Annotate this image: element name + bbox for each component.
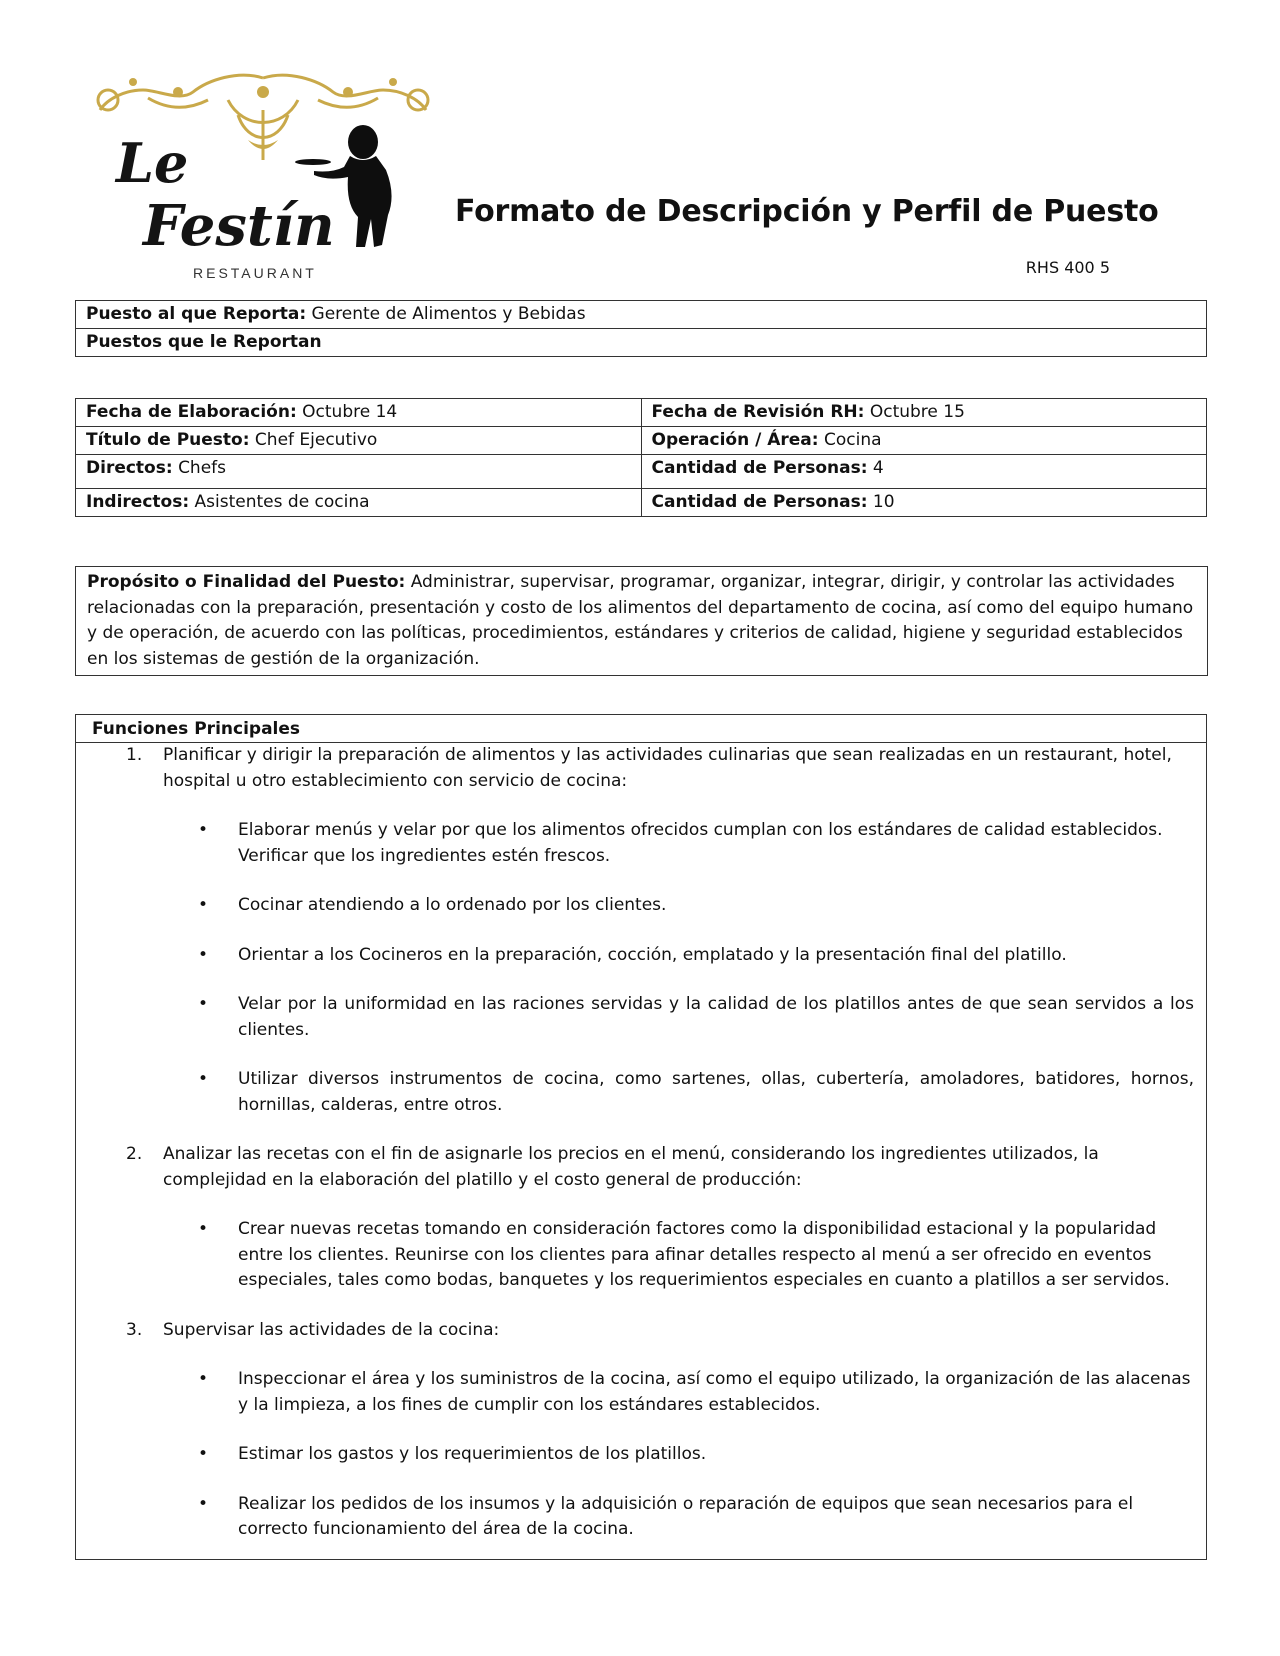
purpose-box bbox=[75, 566, 1208, 676]
subtask-item bbox=[76, 943, 1206, 969]
functions-box bbox=[75, 714, 1207, 1560]
function-item bbox=[76, 1318, 1206, 1543]
field-value: Octubre 14 bbox=[302, 402, 398, 422]
details-cell bbox=[76, 427, 642, 455]
subtask-text: Estimar los gastos y los requerimientos de los platillos. bbox=[238, 1444, 707, 1464]
bullet-icon: • bbox=[198, 1493, 209, 1514]
function-text: Analizar las recetas con el fin de asignarle los precios en el menú, considerando los ingredientes utilizados, la complejidad en la elaboración del platillo y el costo general de producción: bbox=[163, 1144, 1099, 1190]
field-value: Chef Ejecutivo bbox=[254, 430, 378, 450]
bullet-icon: • bbox=[198, 1369, 209, 1389]
function-item bbox=[76, 1142, 1206, 1294]
field-label: Título de Puesto: bbox=[86, 430, 250, 450]
purpose-text: Administrar, supervisar, programar, organizar, integrar, dirigir, y controlar las actividades relacionadas con la preparación, presentación y costo de los alimentos del departamento de cocina, así como del equipo humano y de operación, de acuerdo con las políticas, procedimientos, estándares y criterios de calidad, higiene y seguridad establecidos en los sistemas de gestión de la organización. bbox=[87, 572, 1194, 669]
subordinates-row bbox=[76, 329, 1207, 357]
function-number: 3. bbox=[126, 1319, 143, 1340]
field-label: Fecha de Elaboración: bbox=[86, 402, 297, 422]
restaurant-logo bbox=[88, 70, 438, 292]
details-cell bbox=[641, 489, 1207, 517]
logo-word-restaurant: RESTAURANT bbox=[193, 265, 317, 281]
reports-to-value: Gerente de Alimentos y Bebidas bbox=[311, 304, 586, 324]
details-cell bbox=[641, 399, 1207, 427]
purpose-label: Propósito o Finalidad del Puesto: bbox=[87, 572, 406, 592]
subtask-item bbox=[76, 1217, 1206, 1294]
field-value: 10 bbox=[872, 492, 895, 512]
reports-to-cell bbox=[76, 301, 1207, 329]
function-item bbox=[76, 743, 1206, 1118]
bullet-icon: • bbox=[198, 1219, 209, 1239]
document-code: RHS 400 5 bbox=[1025, 258, 1110, 277]
field-value: 4 bbox=[872, 458, 884, 478]
subordinates-cell bbox=[76, 329, 1207, 357]
details-cell bbox=[641, 427, 1207, 455]
function-subtasks bbox=[76, 1217, 1206, 1294]
field-value: Asistentes de cocina bbox=[194, 492, 370, 512]
subtask-item bbox=[76, 1367, 1206, 1418]
field-label: Operación / Área: bbox=[651, 430, 819, 450]
bullet-icon: • bbox=[198, 994, 209, 1014]
document-title: Formato de Descripción y Perfil de Puesto bbox=[455, 194, 1159, 229]
bullet-icon: • bbox=[198, 944, 209, 965]
details-table bbox=[75, 398, 1207, 517]
details-row bbox=[76, 399, 1207, 427]
functions-list bbox=[76, 743, 1206, 1543]
subtask-text: Inspeccionar el área y los suministros de la cocina, así como el equipo utilizado, la organización de las alacenas y la limpieza, a los fines de cumplir con los estándares establecidos. bbox=[238, 1369, 1191, 1415]
details-cell bbox=[76, 399, 642, 427]
details-row bbox=[76, 489, 1207, 517]
details-cell bbox=[76, 455, 642, 489]
function-subtasks bbox=[76, 1367, 1206, 1543]
details-cell bbox=[76, 489, 642, 517]
logo-word-le: Le bbox=[116, 131, 189, 195]
function-number: 2. bbox=[126, 1144, 143, 1164]
reporting-table bbox=[75, 300, 1207, 357]
logo-word-festin: Festín bbox=[143, 193, 335, 259]
bullet-icon: • bbox=[198, 895, 209, 915]
field-label: Fecha de Revisión RH: bbox=[651, 402, 865, 422]
subtask-item bbox=[76, 893, 1206, 919]
function-text: Supervisar las actividades de la cocina: bbox=[163, 1319, 500, 1340]
function-text-block bbox=[76, 1142, 1206, 1193]
subtask-item bbox=[76, 1492, 1206, 1543]
function-text-block bbox=[76, 743, 1206, 794]
field-label: Cantidad de Personas: bbox=[651, 458, 868, 478]
field-label: Indirectos: bbox=[86, 492, 190, 512]
details-cell bbox=[641, 455, 1207, 489]
details-row bbox=[76, 427, 1207, 455]
function-text: Planificar y dirigir la preparación de alimentos y las actividades culinarias que sean realizadas en un restaurant, hotel, hospital u otro establecimiento con servicio de cocina: bbox=[163, 745, 1172, 791]
subtask-item bbox=[76, 1067, 1206, 1118]
bullet-icon: • bbox=[198, 1069, 209, 1089]
field-value: Octubre 15 bbox=[869, 402, 965, 422]
reports-to-row bbox=[76, 301, 1207, 329]
field-label: Directos: bbox=[86, 458, 173, 478]
function-subtasks bbox=[76, 818, 1206, 1118]
reports-to-label: Puesto al que Reporta: bbox=[86, 304, 307, 324]
field-label: Cantidad de Personas: bbox=[651, 492, 868, 512]
subtask-text: Velar por la uniformidad en las raciones servidas y la calidad de los platillos antes de que sean servidos a los clientes. bbox=[238, 994, 1194, 1040]
bullet-icon: • bbox=[198, 820, 209, 840]
functions-heading: Funciones Principales bbox=[76, 715, 1206, 743]
bullet-icon: • bbox=[198, 1444, 209, 1464]
field-value: Chefs bbox=[178, 458, 227, 478]
function-number: 1. bbox=[126, 745, 143, 765]
details-row bbox=[76, 455, 1207, 489]
subtask-item bbox=[76, 1442, 1206, 1468]
subtask-item bbox=[76, 992, 1206, 1043]
function-text-block bbox=[76, 1318, 1206, 1344]
subtask-text: Orientar a los Cocineros en la preparación, cocción, emplatado y la presentación final del platillo. bbox=[238, 944, 1067, 965]
field-value: Cocina bbox=[823, 430, 882, 450]
subtask-text: Cocinar atendiendo a lo ordenado por los clientes. bbox=[238, 895, 667, 915]
subtask-text: Elaborar menús y velar por que los alimentos ofrecidos cumplan con los estándares de calidad establecidos. Verificar que los ingredientes estén frescos. bbox=[238, 820, 1163, 866]
subordinates-label: Puestos que le Reportan bbox=[86, 332, 322, 352]
subtask-item bbox=[76, 818, 1206, 869]
subtask-text: Crear nuevas recetas tomando en consideración factores como la disponibilidad estacional y la popularidad entre los clientes. Reunirse con los clientes para afinar detalles respecto al menú a ser ofrecido en eventos especiales, tales como bodas, banquetes y los requerimientos especiales en cuanto a platillos a ser servidos. bbox=[238, 1219, 1170, 1290]
subtask-text: Utilizar diversos instrumentos de cocina, como sartenes, ollas, cubertería, amoladores, batidores, hornos, hornillas, calderas, entre otros. bbox=[238, 1069, 1194, 1115]
subtask-text: Realizar los pedidos de los insumos y la adquisición o reparación de equipos que sean necesarios para el correcto funcionamiento del área de la cocina. bbox=[238, 1493, 1134, 1539]
